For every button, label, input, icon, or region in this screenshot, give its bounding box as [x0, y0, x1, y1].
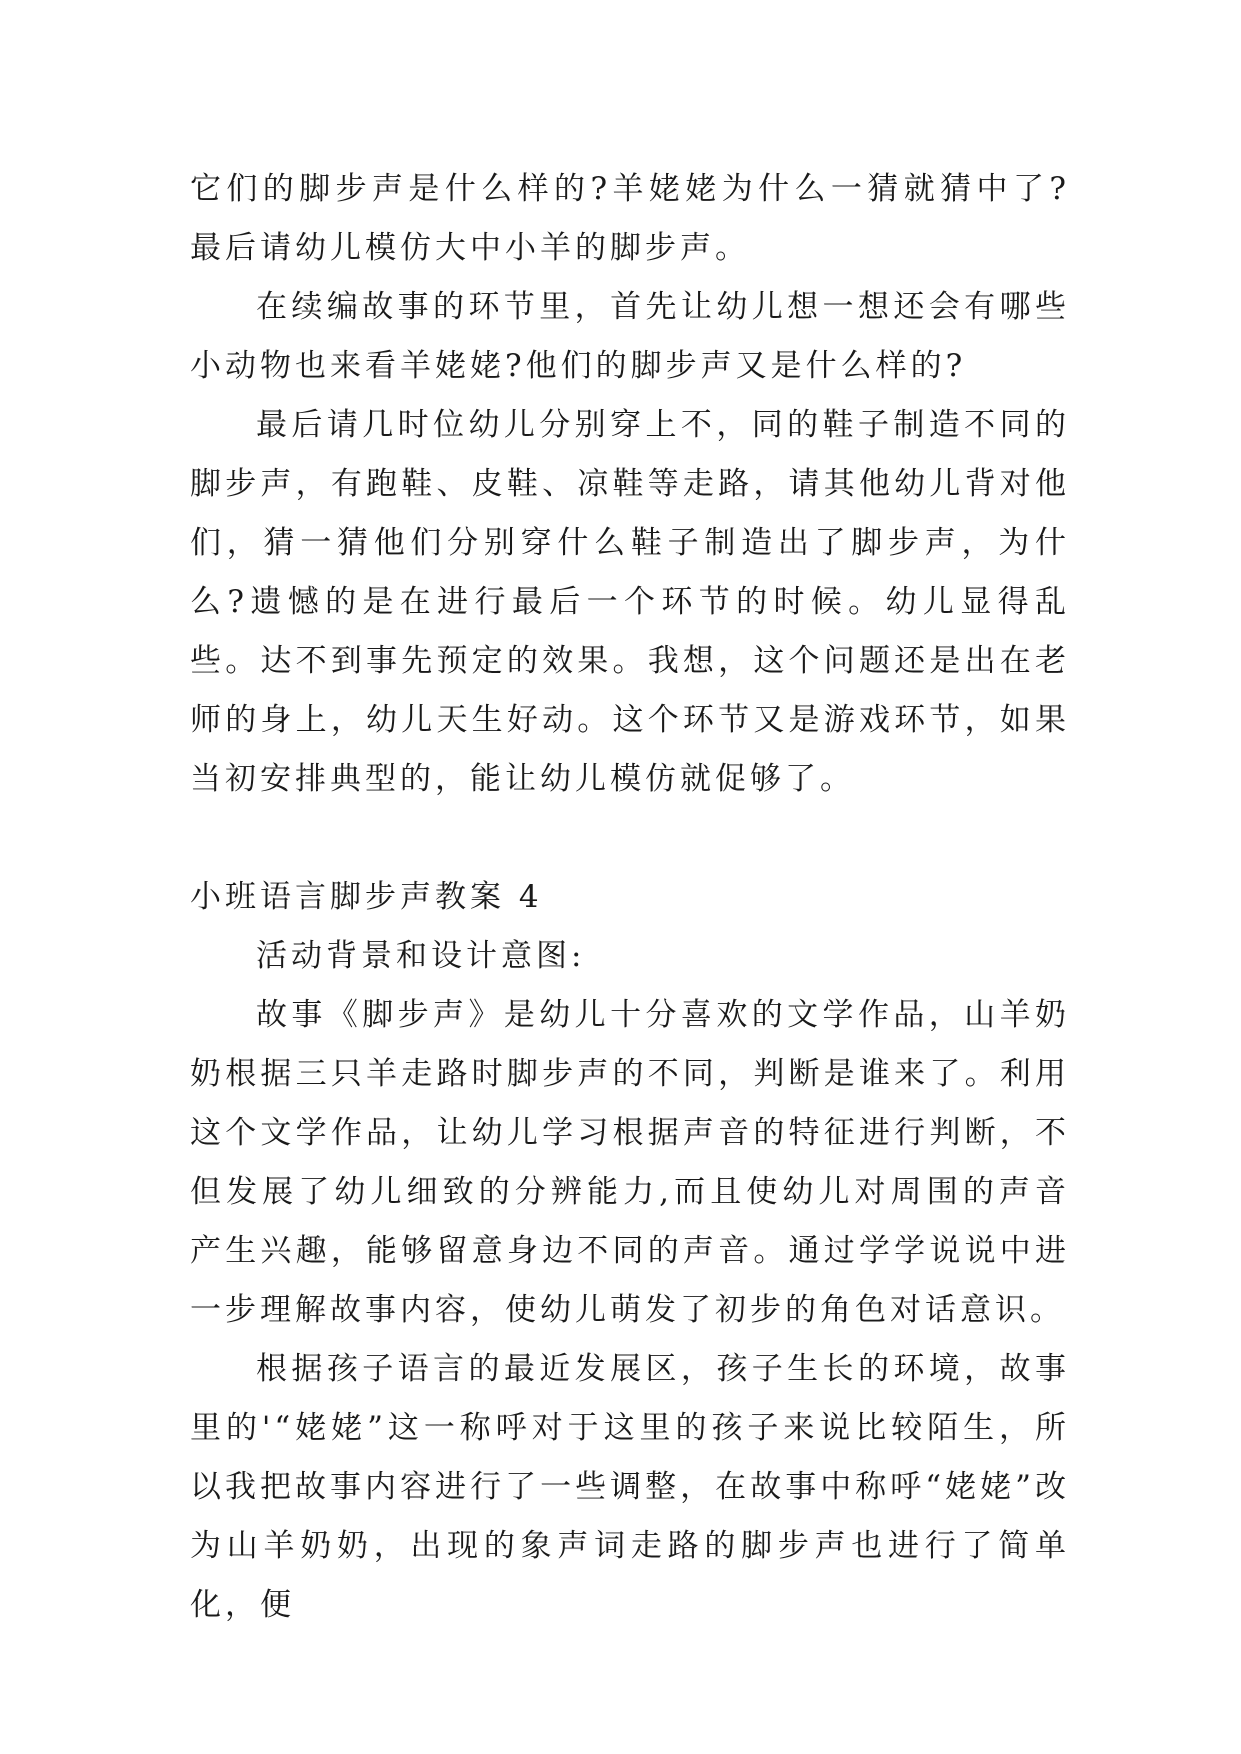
section-title: 小班语言脚步声教案 4 [190, 879, 543, 915]
paragraph-adjustment: 根据孩子语言的最近发展区，孩子生长的环境，故事里的'“姥姥”这一称呼对于这里的孩子来说比较陌生，所以我把故事内容进行了一些调整，在故事中称呼“姥姥”改为山羊奶奶，出现的象声词走路的脚步声也进行了简单化，便 [190, 1351, 1070, 1623]
paragraph-shoes-activity: 最后请几时位幼儿分别穿上不，同的鞋子制造不同的脚步声，有跑鞋、皮鞋、凉鞋等走路，请其他幼儿背对他们，猜一猜他们分别穿什么鞋子制造出了脚步声，为什么?遗憾的是在进行最后一个环节的时候。幼儿显得乱些。达不到事先预定的效果。我想，这个问题还是出在老师的身上，幼儿天生好动。这个环节又是游戏环节，如果当初安排典型的，能让幼儿模仿就促够了。 [190, 407, 1070, 797]
paragraph-background-heading: 活动背景和设计意图: [256, 938, 586, 974]
document-body [190, 160, 1070, 1635]
paragraph-story-continuation: 在续编故事的环节里，首先让幼儿想一想还会有哪些小动物也来看羊姥姥?他们的脚步声又是什么样的? [190, 289, 1070, 384]
paragraph-continuation: 它们的脚步声是什么样的?羊姥姥为什么一猜就猜中了?最后请幼儿模仿大中小羊的脚步声。 [190, 171, 1070, 266]
paragraph-story-intro: 故事《脚步声》是幼儿十分喜欢的文学作品，山羊奶奶根据三只羊走路时脚步声的不同，判断是谁来了。利用这个文学作品，让幼儿学习根据声音的特征进行判断，不但发展了幼儿细致的分辨能力,而且使幼儿对周围的声音产生兴趣，能够留意身边不同的声音。通过学学说说中进一步理解故事内容，使幼儿萌发了初步的角色对话意识。 [190, 997, 1070, 1328]
